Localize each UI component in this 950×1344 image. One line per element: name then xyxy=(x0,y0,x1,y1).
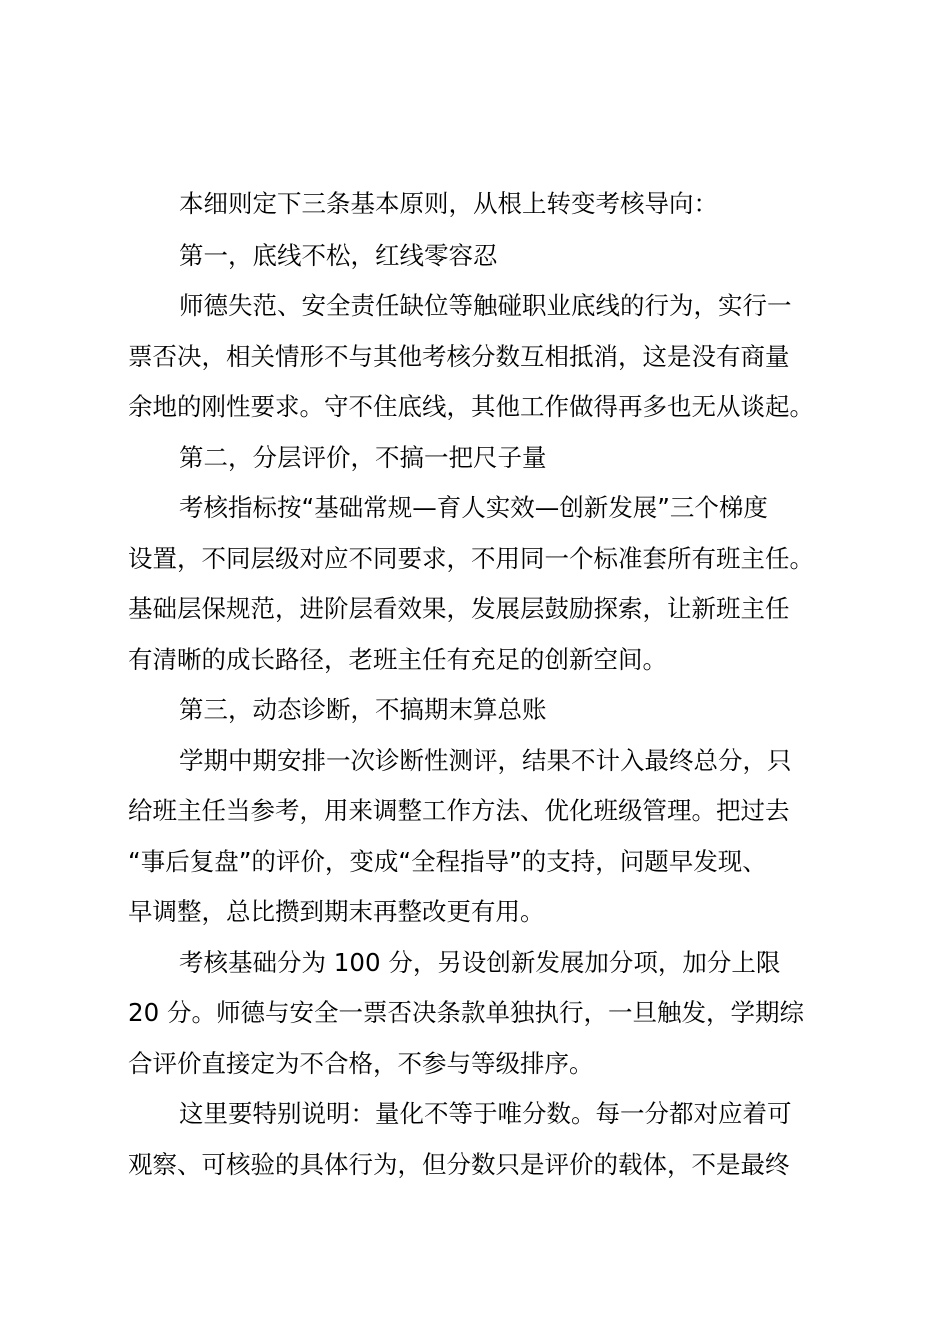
paragraph-principle-2-line-1 xyxy=(0,482,950,534)
text-line: 有清晰的成长路径，老班主任有充足的创新空间。 xyxy=(128,645,667,674)
paragraph-principle-1-line-1 xyxy=(0,280,950,332)
paragraph-score-line-3 xyxy=(0,1038,950,1090)
text-line: “事后复盘”的评价，变成“全程指导”的支持，问题早发现、 xyxy=(128,847,767,876)
text-line: 基础层保规范，进阶层看效果，发展层鼓励探索，让新班主任 xyxy=(128,594,790,623)
text-line: 第三，动态诊断，不搞期末算总账 xyxy=(179,695,547,724)
text-line: 合评价直接定为不合格，不参与等级排序。 xyxy=(128,1049,594,1078)
heading-principle-1 xyxy=(0,230,950,282)
paragraph-principle-2-line-4 xyxy=(0,634,950,686)
text-line: 余地的刚性要求。守不住底线，其他工作做得再多也无从谈起。 xyxy=(128,392,814,421)
text-line: 第二，分层评价，不搞一把尺子量 xyxy=(179,443,547,472)
text-line: 考核指标按“基础常规—育人实效—创新发展”三个梯度 xyxy=(179,493,768,522)
text-line: 早调整，总比攒到期末再整改更有用。 xyxy=(128,897,545,926)
text-line: 20 分。师德与安全一票否决条款单独执行，一旦触发，学期综 xyxy=(128,998,804,1027)
paragraph-score-line-2 xyxy=(0,987,950,1039)
paragraph-principle-2-line-2 xyxy=(0,533,950,585)
paragraph-principle-1-line-3 xyxy=(0,381,950,433)
text-line: 设置，不同层级对应不同要求，不用同一个标准套所有班主任。 xyxy=(128,544,814,573)
text-line: 师德失范、安全责任缺位等触碰职业底线的行为，实行一 xyxy=(179,291,792,320)
paragraph-principle-3-line-3 xyxy=(0,836,950,888)
text-line: 给班主任当参考，用来调整工作方法、优化班级管理。把过去 xyxy=(128,796,790,825)
paragraph-principle-3-line-1 xyxy=(0,735,950,787)
paragraph-principle-1-line-2 xyxy=(0,331,950,383)
paragraph-principle-3-line-2 xyxy=(0,785,950,837)
text-line: 观察、可核验的具体行为，但分数只是评价的载体，不是最终 xyxy=(128,1150,790,1179)
heading-principle-3 xyxy=(0,684,950,736)
paragraph-note-line-2 xyxy=(0,1139,950,1191)
paragraph-score-line-1 xyxy=(0,937,950,989)
text-line: 考核基础分为 100 分，另设创新发展加分项，加分上限 xyxy=(179,948,781,977)
paragraph-intro xyxy=(0,178,950,230)
text-line: 票否决，相关情形不与其他考核分数互相抵消，这是没有商量 xyxy=(128,342,790,371)
text-line: 第一，底线不松，红线零容忍 xyxy=(179,241,498,270)
text-line: 这里要特别说明：量化不等于唯分数。每一分都对应着可 xyxy=(179,1099,792,1128)
text-line: 学期中期安排一次诊断性测评，结果不计入最终总分，只 xyxy=(179,746,792,775)
paragraph-principle-3-line-4 xyxy=(0,886,950,938)
heading-principle-2 xyxy=(0,432,950,484)
paragraph-principle-2-line-3 xyxy=(0,583,950,635)
paragraph-note-line-1 xyxy=(0,1088,950,1140)
text-line: 本细则定下三条基本原则，从根上转变考核导向： xyxy=(179,189,718,218)
